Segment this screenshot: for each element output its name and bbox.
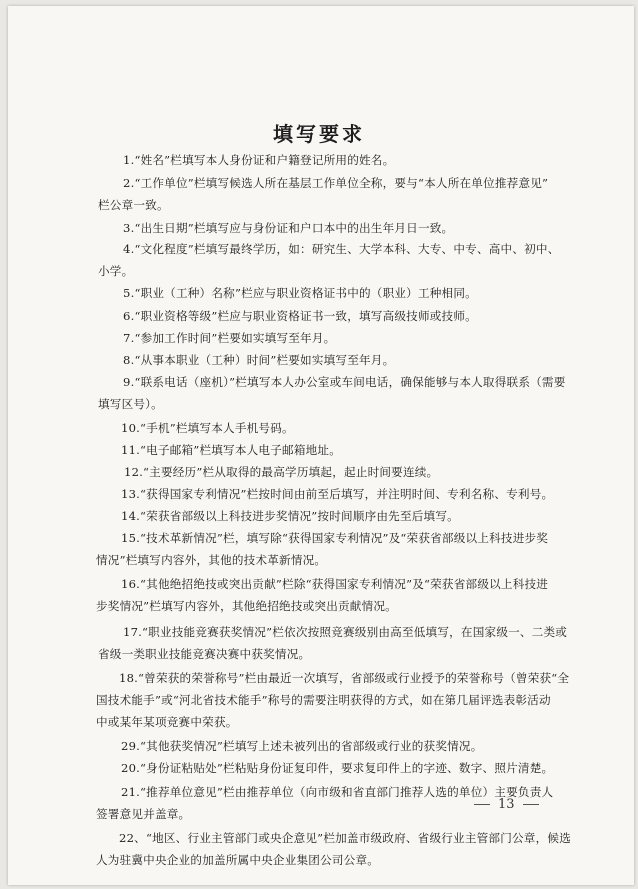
requirement-5-line-1: 5.“职业（工种）名称”栏应与职业资格证书中的（职业）工种相同。 (123, 286, 477, 300)
requirement-17-line-2: 省级一类职业技能竞赛决赛中获奖情况。 (98, 647, 311, 661)
requirement-9-line-1: 9.“联系电话（座机）”栏填写本人办公室或车间电话，确保能够与本人取得联系（需要 (123, 375, 566, 389)
requirement-13-line-1: 13.“获得国家专利情况”栏按时间由前至后填写，并注明时间、专利名称、专利号。 (121, 487, 554, 501)
page-number: 13 (498, 797, 515, 812)
page-footer (474, 797, 539, 812)
requirement-12-line-1: 12.“主要经历”栏从取得的最高学历填起，起止时间要连续。 (124, 465, 439, 479)
requirement-2-line-2: 栏公章一致。 (98, 198, 169, 212)
requirement-15-line-2: 情况”栏填写内容外，其他的技术革新情况。 (96, 553, 327, 567)
requirement-29-line-1: 29.“其他获奖情况”栏填写上述未被列出的省部级或行业的获奖情况。 (121, 739, 483, 753)
requirement-3-line-1: 3.“出生日期”栏填写应与身份证和户口本中的出生年月日一致。 (123, 221, 454, 235)
requirement-6-line-1: 6.“职业资格等级”栏应与职业资格证书一致，填写高级技师或技师。 (123, 309, 477, 323)
requirement-17-line-1: 17.“职业技能竞赛获奖情况”栏依次按照竞赛级别由高至低填写，在国家级一、二类或 (123, 625, 568, 639)
requirement-2-line-1: 2.“工作单位”栏填写候选人所在基层工作单位全称，要与“本人所在单位推荐意见” (123, 176, 549, 190)
requirement-16-line-1: 16.“其他绝招绝技或突出贡献”栏除“获得国家专利情况”及“荣获省部级以上科技进 (121, 577, 549, 591)
requirement-7-line-1: 7.“参加工作时间”栏要如实填写至年月。 (123, 331, 336, 345)
requirement-20-line-1: 20.“身份证粘贴处”栏粘贴身份证复印件，要求复印件上的字迹、数字、照片清楚。 (121, 761, 554, 775)
requirement-22-line-1: 22、“地区、行业主管部门或央企意见”栏加盖市级政府、省级行业主管部门公章，候选 (119, 831, 571, 845)
requirement-4-line-2: 小学。 (98, 264, 134, 278)
footer-dash-left (474, 804, 490, 805)
requirement-9-line-2: 填写区号）。 (98, 397, 163, 411)
requirement-16-line-2: 步奖情况”栏填写内容外，其他绝招绝技或突出贡献情况。 (96, 599, 397, 613)
footer-dash-right (523, 804, 539, 805)
requirement-18-line-3: 中或某年某项竞赛中荣获。 (96, 715, 238, 729)
requirement-21-line-2: 签署意见并盖章。 (96, 807, 191, 821)
page-title: 填写要求 (273, 122, 365, 146)
requirement-21-line-1: 21.“推荐单位意见”栏由推荐单位（向市级和省直部门推荐人选的单位）主要负责人 (121, 785, 554, 799)
requirement-22-line-2: 人为驻冀中央企业的加盖所属中央企业集团公司公章。 (96, 853, 380, 867)
requirement-18-line-2: 国技术能手”或“河北省技术能手”称号的需要注明获得的方式，如在第几届评选表彰活动 (96, 693, 551, 707)
requirement-11-line-1: 11.“电子邮箱”栏填写本人电子邮箱地址。 (121, 443, 341, 457)
requirement-4-line-1: 4.“文化程度”栏填写最终学历，如：研究生、大学本科、大专、中专、高中、初中、 (123, 242, 560, 256)
requirement-8-line-1: 8.“从事本职业（工种）时间”栏要如实填写至年月。 (123, 353, 395, 367)
requirement-15-line-1: 15.“技术革新情况”栏，填写除“获得国家专利情况”及“荣获省部级以上科技进步奖 (121, 531, 549, 545)
requirement-10-line-1: 10.“手机”栏填写本人手机号码。 (121, 421, 294, 435)
requirement-14-line-1: 14.“荣获省部级以上科技进步奖情况”按时间顺序由先至后填写。 (121, 509, 459, 523)
requirement-1-line-1: 1.“姓名”栏填写本人身份证和户籍登记所用的姓名。 (123, 153, 395, 167)
requirement-18-line-1: 18.“曾荣获的荣誉称号”栏由最近一次填写，省部级或行业授予的荣誉称号（曾荣获“全 (119, 671, 570, 685)
